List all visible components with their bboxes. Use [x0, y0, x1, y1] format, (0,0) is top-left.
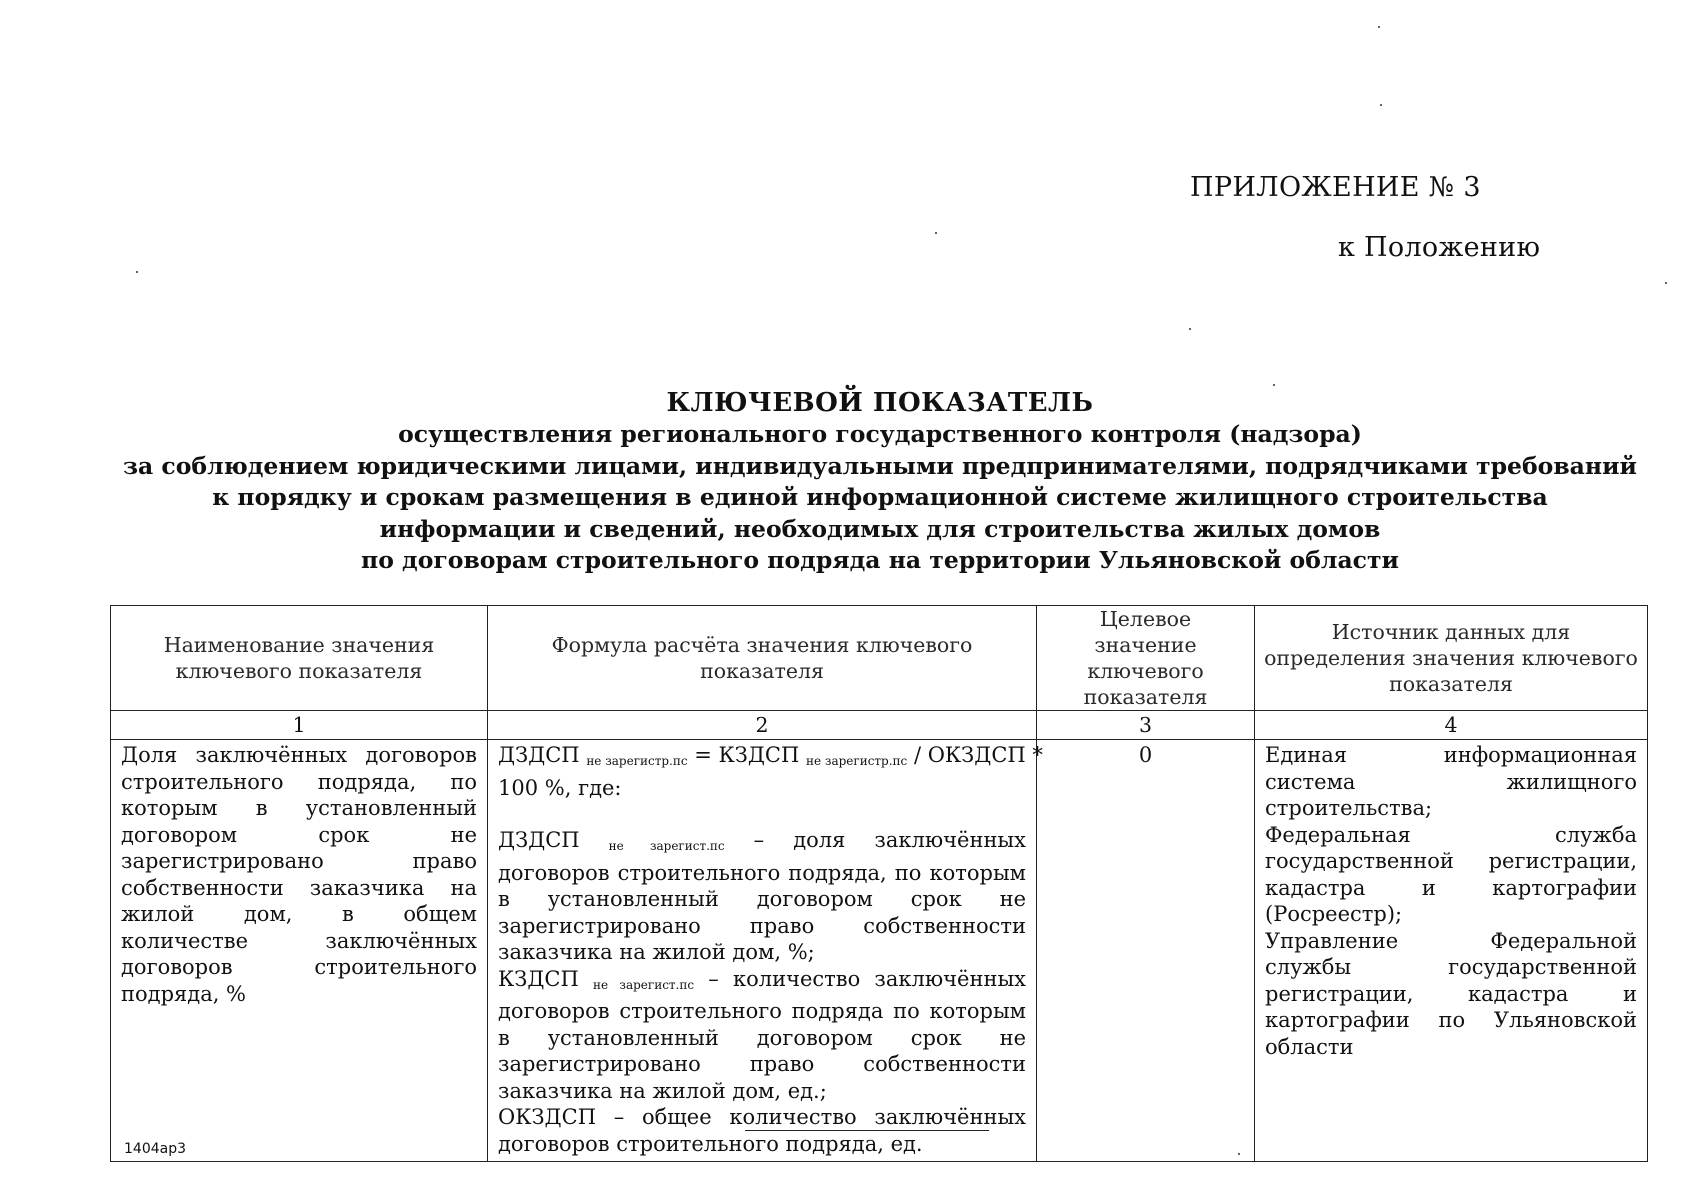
- scan-speck: [935, 232, 937, 234]
- scan-speck: [1378, 26, 1380, 28]
- source-item: Федеральная служба государственной регистрации, кадастра и картографии (Росреестр);: [1265, 822, 1637, 926]
- formula-line: [498, 742, 1043, 775]
- formula-equals: = КЗДСП: [687, 743, 800, 767]
- indicator-name: [111, 740, 488, 1162]
- appendix-number: ПРИЛОЖЕНИЕ № 3: [1190, 172, 1481, 203]
- header-formula: Формула расчёта значения ключевого показателя: [488, 606, 1037, 711]
- title-heading: КЛЮЧЕВОЙ ПОКАЗАТЕЛЬ: [666, 388, 1094, 418]
- definition-subscript: не зарегист.пс: [608, 839, 725, 853]
- definition-term: КЗДСП: [498, 966, 579, 991]
- indicator-source: [1255, 740, 1648, 1162]
- column-number: 3: [1037, 711, 1255, 740]
- formula-line-2: 100 %, где:: [498, 775, 622, 800]
- header-source: Источник данных для определения значения ключевого показателя: [1255, 606, 1648, 711]
- formula-rest: / ОКЗДСП *: [907, 743, 1043, 767]
- formula-term: ДЗДСП: [498, 743, 580, 767]
- document-code: 1404ap3: [124, 1141, 187, 1157]
- appendix-label: [1190, 172, 1550, 263]
- document-title: [110, 388, 1650, 577]
- formula-subscript: не зарегистр.пс: [586, 754, 688, 768]
- scan-speck: [1380, 104, 1382, 106]
- source-item: Управление Федеральной службы государственной регистрации, кадастра и картографии по Ульяновской области: [1265, 928, 1637, 1059]
- column-number: 2: [488, 711, 1037, 740]
- indicator-target: [1037, 740, 1255, 1162]
- indicator-name-text: Доля заключённых договоров строительного подряда, по которым в установленный договором срок не зарегистрировано право собственности заказчика на жилой дом, в общем количестве заключённых договоров строительного подряда, %: [121, 743, 477, 1006]
- table-header-row: [111, 606, 1648, 711]
- indicator-formula: [488, 740, 1043, 1162]
- title-line: осуществления регионального государственного контроля (надзора): [398, 420, 1362, 448]
- title-line: по договорам строительного подряда на территории Ульяновской области: [361, 546, 1399, 574]
- formula-definition: [498, 966, 1026, 1105]
- title-line: информации и сведений, необходимых для строительства жилых домов: [379, 514, 1381, 543]
- definition-term: ДЗДСП: [498, 828, 580, 852]
- scan-speck: [1189, 328, 1191, 330]
- definition-text: – доля заключённых договоров строительного подряда, по которым в установленный договором срок не зарегистрировано право собственности заказчика на жилой дом, %;: [498, 828, 1026, 964]
- header-name: Наименование значения ключевого показателя: [111, 606, 488, 711]
- table-row: [111, 740, 1648, 1162]
- scan-speck: [136, 271, 138, 273]
- column-number: 1: [111, 711, 488, 740]
- source-item: Единая информационная система жилищного строительства;: [1265, 743, 1637, 820]
- formula-definition: ОКЗДСП – общее количество заключённых договоров строительного подряда, ед.: [498, 1105, 1026, 1156]
- scan-speck: [1273, 384, 1275, 386]
- header-target: Целевое значение ключевого показателя: [1037, 606, 1255, 711]
- key-indicator-table: [110, 605, 1648, 1162]
- title-line: к порядку и срокам размещения в единой информационной системе жилищного строительства: [212, 483, 1548, 511]
- table-number-row: [111, 711, 1648, 740]
- title-line: за соблюдением юридическими лицами, индивидуальными предпринимателями, подрядчиками требований: [123, 451, 1637, 480]
- definition-text: – количество заключённых договоров строительного подряда по которым в установленный договором срок не зарегистрировано право собственности заказчика на жилой дом, ед.;: [498, 966, 1027, 1103]
- bottom-rule: [745, 1130, 989, 1131]
- scan-speck: [1238, 1153, 1240, 1155]
- appendix-reference: к Положению: [1338, 232, 1541, 263]
- definition-subscript: не зарегист.пс: [593, 977, 695, 992]
- column-number: 4: [1255, 711, 1648, 740]
- target-value: 0: [1138, 743, 1153, 767]
- formula-subscript: не зарегистр.пс: [806, 754, 908, 768]
- scan-speck: [1665, 282, 1667, 284]
- formula-definition: [498, 827, 1026, 966]
